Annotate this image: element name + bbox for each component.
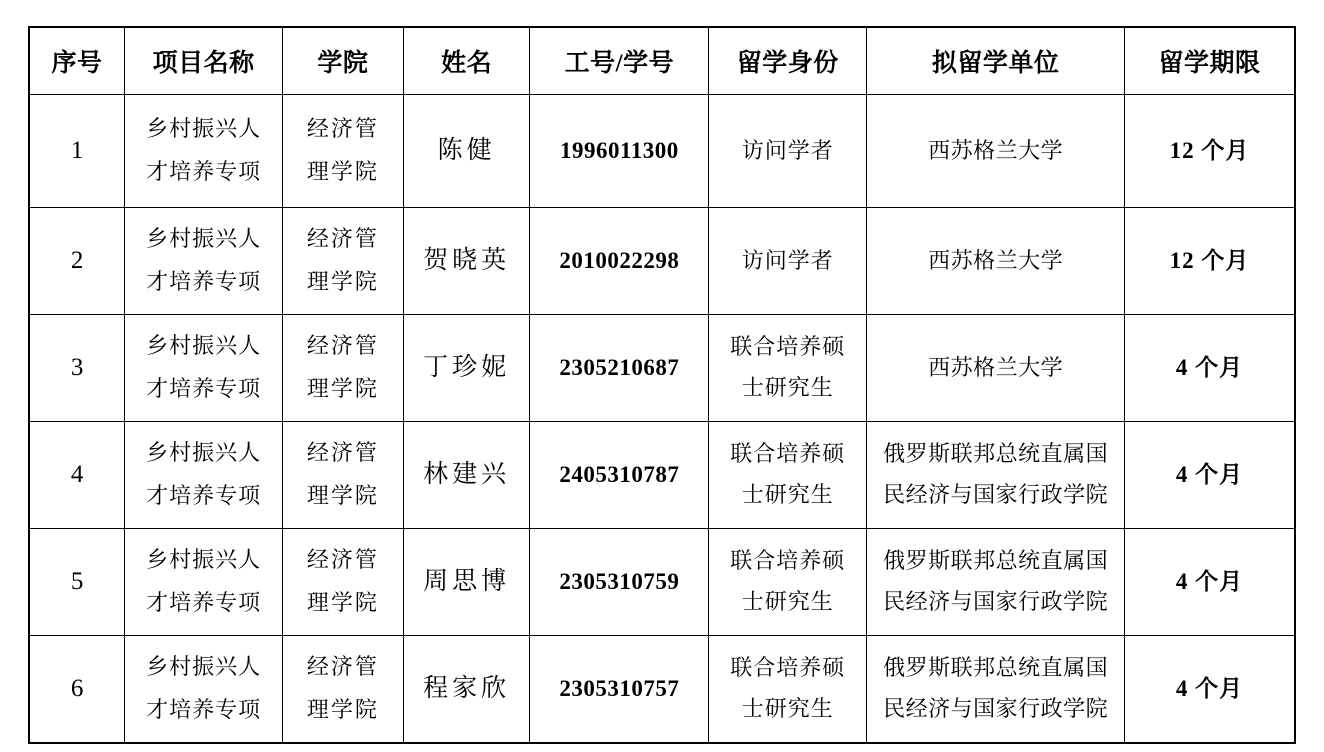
table-header [29, 27, 1295, 95]
cell-project-name [125, 529, 283, 636]
unit-line-2: 民经济与国家行政学院 [883, 696, 1109, 721]
project-line-1: 乡村振兴人 [146, 116, 262, 142]
cell-id: 2010022298 [530, 208, 709, 315]
project-line-1: 乡村振兴人 [146, 333, 262, 359]
college-line-2: 理学院 [306, 483, 379, 508]
project-line-1: 乡村振兴人 [146, 226, 262, 252]
cell-project-name [125, 422, 283, 529]
unit-line-2: 民经济与国家行政学院 [883, 482, 1109, 507]
cell-duration: 4 个月 [1124, 529, 1295, 636]
cell-name: 林建兴 [403, 422, 530, 529]
cell-college [283, 529, 404, 636]
cell-name: 丁珍妮 [403, 315, 530, 422]
project-line-1: 乡村振兴人 [146, 547, 262, 573]
table-row [29, 208, 1295, 315]
table-row [29, 315, 1295, 422]
status-line-1: 联合培养硕 [730, 334, 846, 360]
college-line-2: 理学院 [306, 376, 379, 401]
study-abroad-table [28, 26, 1296, 744]
unit-line-1: 俄罗斯联邦总统直属国 [883, 655, 1109, 681]
table-body [29, 95, 1295, 744]
project-line-2: 才培养专项 [146, 376, 262, 401]
cell-status [709, 208, 867, 315]
cell-status [709, 636, 867, 744]
cell-host-institution [867, 422, 1125, 529]
cell-host-institution [867, 208, 1125, 315]
college-line-2: 理学院 [306, 590, 379, 615]
cell-college [283, 315, 404, 422]
cell-seq: 3 [29, 315, 125, 422]
cell-college [283, 422, 404, 529]
cell-name: 周思博 [403, 529, 530, 636]
college-line-1: 经济管 [306, 226, 379, 252]
cell-project-name [125, 95, 283, 208]
cell-college [283, 636, 404, 744]
project-line-2: 才培养专项 [146, 483, 262, 508]
project-line-2: 才培养专项 [146, 590, 262, 615]
column-header-employee-student-id: 工号/学号 [530, 27, 709, 95]
college-line-2: 理学院 [306, 269, 379, 294]
college-line-1: 经济管 [306, 116, 379, 142]
cell-host-institution [867, 529, 1125, 636]
cell-name: 贺晓英 [403, 208, 530, 315]
cell-duration: 4 个月 [1124, 422, 1295, 529]
unit-line-1: 俄罗斯联邦总统直属国 [883, 548, 1109, 574]
table-row [29, 529, 1295, 636]
cell-duration: 12 个月 [1124, 208, 1295, 315]
unit-line-2: 民经济与国家行政学院 [883, 589, 1109, 614]
header-row [29, 27, 1295, 95]
cell-project-name [125, 636, 283, 744]
table-row [29, 422, 1295, 529]
cell-status [709, 95, 867, 208]
status-line-2: 士研究生 [741, 375, 834, 400]
project-line-2: 才培养专项 [146, 697, 262, 722]
column-header-duration: 留学期限 [1124, 27, 1295, 95]
cell-seq: 1 [29, 95, 125, 208]
project-line-2: 才培养专项 [146, 269, 262, 294]
project-line-1: 乡村振兴人 [146, 440, 262, 466]
cell-seq: 5 [29, 529, 125, 636]
cell-host-institution [867, 315, 1125, 422]
college-line-1: 经济管 [306, 654, 379, 680]
cell-status [709, 422, 867, 529]
project-line-2: 才培养专项 [146, 159, 262, 184]
cell-name: 程家欣 [403, 636, 530, 744]
column-header-seq: 序号 [29, 27, 125, 95]
cell-id: 2305310757 [530, 636, 709, 744]
cell-seq: 4 [29, 422, 125, 529]
cell-id: 1996011300 [530, 95, 709, 208]
column-header-host-institution: 拟留学单位 [867, 27, 1125, 95]
unit-line-1: 俄罗斯联邦总统直属国 [883, 441, 1109, 467]
college-line-1: 经济管 [306, 547, 379, 573]
status-line-1: 联合培养硕 [730, 655, 846, 681]
status-line-1: 联合培养硕 [730, 548, 846, 574]
status-line-1: 访问学者 [741, 247, 834, 273]
cell-seq: 2 [29, 208, 125, 315]
cell-project-name [125, 315, 283, 422]
cell-host-institution [867, 636, 1125, 744]
cell-duration: 12 个月 [1124, 95, 1295, 208]
cell-seq: 6 [29, 636, 125, 744]
cell-name: 陈健 [403, 95, 530, 208]
status-line-1: 访问学者 [741, 137, 834, 163]
college-line-2: 理学院 [306, 159, 379, 184]
column-header-name: 姓名 [403, 27, 530, 95]
cell-id: 2405310787 [530, 422, 709, 529]
college-line-1: 经济管 [306, 440, 379, 466]
column-header-college: 学院 [283, 27, 404, 95]
unit-line-1: 西苏格兰大学 [928, 247, 1064, 273]
cell-id: 2305310759 [530, 529, 709, 636]
cell-duration: 4 个月 [1124, 636, 1295, 744]
unit-line-1: 西苏格兰大学 [928, 354, 1064, 380]
cell-status [709, 529, 867, 636]
cell-college [283, 95, 404, 208]
cell-id: 2305210687 [530, 315, 709, 422]
cell-project-name [125, 208, 283, 315]
cell-college [283, 208, 404, 315]
table-row [29, 636, 1295, 744]
status-line-1: 联合培养硕 [730, 441, 846, 467]
project-line-1: 乡村振兴人 [146, 654, 262, 680]
unit-line-1: 西苏格兰大学 [928, 137, 1064, 163]
status-line-2: 士研究生 [741, 589, 834, 614]
status-line-2: 士研究生 [741, 482, 834, 507]
college-line-2: 理学院 [306, 697, 379, 722]
college-line-1: 经济管 [306, 333, 379, 359]
column-header-study-status: 留学身份 [709, 27, 867, 95]
column-header-project-name: 项目名称 [125, 27, 283, 95]
cell-duration: 4 个月 [1124, 315, 1295, 422]
cell-host-institution [867, 95, 1125, 208]
table-row [29, 95, 1295, 208]
cell-status [709, 315, 867, 422]
status-line-2: 士研究生 [741, 696, 834, 721]
